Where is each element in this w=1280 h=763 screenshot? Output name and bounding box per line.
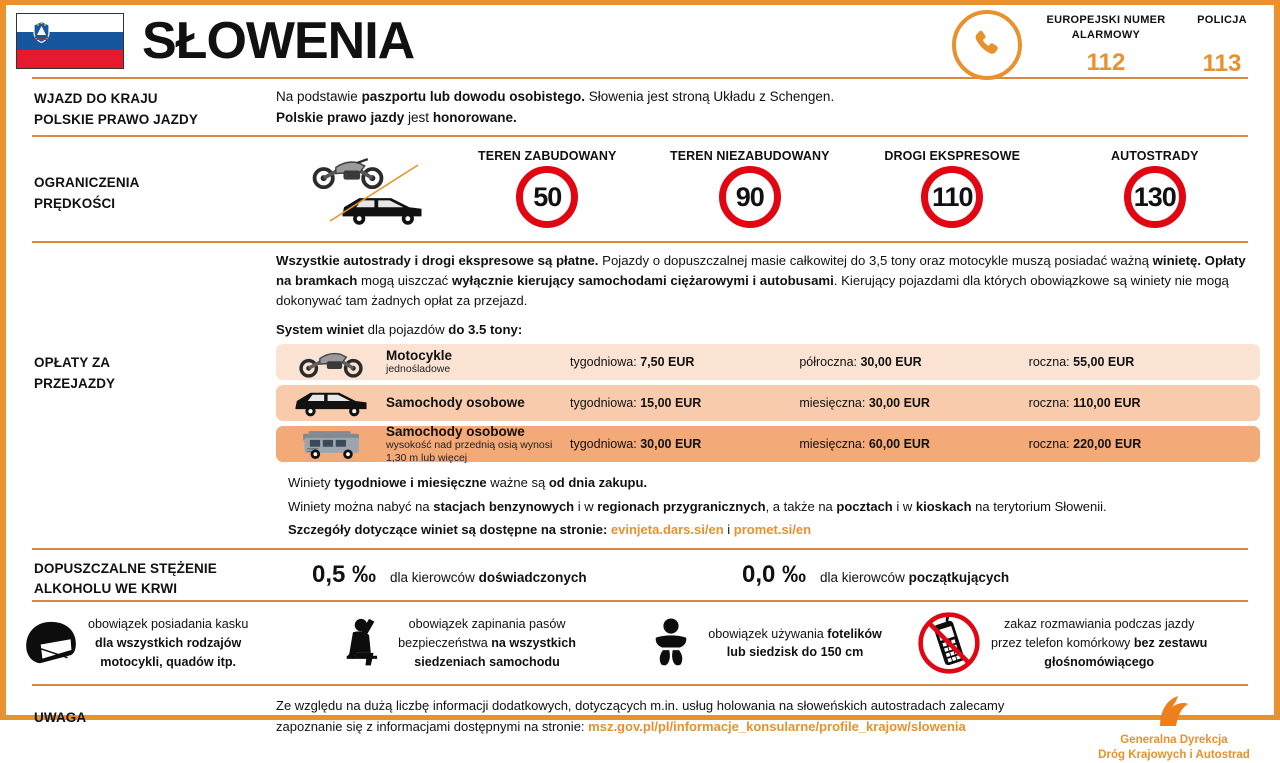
uwaga-line-1: Ze względu na dużą liczbę informacji dodatkowych, dotyczących m.in. usług holowania na słoweńskich autostradach zalecamy bbox=[276, 698, 1005, 714]
speed-limit-caption: TEREN ZABUDOWANY bbox=[478, 149, 617, 164]
alcohol-text: dla kierowców doświadczonych bbox=[390, 569, 587, 585]
vignette-row-van bbox=[276, 423, 1260, 464]
tolls-label-line1: OPŁATY ZA bbox=[34, 354, 111, 370]
entry-text bbox=[276, 79, 1256, 135]
vignette-link-promet[interactable]: promet.si/en bbox=[733, 522, 812, 538]
vignette-price: roczna: 55,00 EUR bbox=[1028, 355, 1135, 370]
vignette-prices bbox=[566, 396, 1254, 410]
vignette-icon bbox=[276, 346, 386, 378]
vignette-name bbox=[386, 424, 566, 464]
gddkia-logo bbox=[1074, 686, 1274, 763]
tolls-label bbox=[6, 243, 276, 548]
emergency-columns bbox=[1032, 7, 1264, 78]
speed-limit-item bbox=[851, 149, 1054, 228]
speed-limit-item bbox=[446, 149, 649, 228]
vignette-row-car bbox=[276, 385, 1260, 421]
vignette-icon bbox=[276, 427, 386, 461]
safety-icon bbox=[324, 618, 398, 668]
speed-limit-list bbox=[446, 149, 1256, 228]
alcohol-text: dla kierowców początkujących bbox=[820, 569, 1010, 585]
vignette-prices bbox=[566, 437, 1254, 451]
child-seat-icon bbox=[651, 618, 691, 668]
safety-line-3: motocykli, quadów itp. bbox=[100, 654, 237, 669]
page-title: SŁOWENIA bbox=[142, 12, 415, 70]
entry-label bbox=[6, 79, 276, 135]
safety-line-2: przez telefon komórkowy bez zestawu bbox=[991, 636, 1208, 651]
vignette-link-evinjeta[interactable]: evinjeta.dars.si/en bbox=[610, 522, 724, 538]
uwaga-label bbox=[6, 686, 276, 763]
entry-label-line2: POLSKIE PRAWO JAZDY bbox=[34, 111, 198, 127]
speed-section bbox=[6, 137, 1274, 241]
emergency-eu-number: 112 bbox=[1086, 48, 1126, 76]
vignette-name-main: Samochody osobowe bbox=[386, 395, 525, 411]
speed-limit-sign bbox=[719, 166, 781, 228]
speed-limit-item bbox=[649, 149, 852, 228]
motorcycle-icon bbox=[295, 346, 367, 378]
speed-limit-value: 90 bbox=[735, 181, 764, 212]
speed-limit-value: 50 bbox=[533, 181, 562, 212]
alcohol-label-line1: DOPUSZCZALNE STĘŻENIE bbox=[34, 560, 217, 576]
safety-text bbox=[991, 615, 1207, 671]
emergency-numbers bbox=[952, 7, 1264, 80]
uwaga-section bbox=[6, 686, 1274, 763]
tolls-body bbox=[276, 243, 1274, 548]
vignette-price: półroczna: 30,00 EUR bbox=[799, 355, 922, 370]
safety-line-1: zakaz rozmawiania podczas jazdy bbox=[1003, 617, 1195, 632]
safety-icon bbox=[14, 620, 88, 666]
speed-row bbox=[276, 137, 1256, 241]
vignette-table bbox=[276, 344, 1260, 462]
vignette-note-2: Winiety można nabyć na stacjach benzynowych i w regionach przygranicznych, a także na pocztach i w kioskach na terytorium Słowenii. bbox=[288, 498, 1107, 514]
slovenia-flag-icon bbox=[16, 13, 124, 69]
speed-limit-sign bbox=[1124, 166, 1186, 228]
logo-line-2: Dróg Krajowych i Autostrad bbox=[1098, 749, 1250, 762]
safety-item-no-phone bbox=[907, 611, 1266, 675]
tolls-paragraph: Wszystkie autostrady i drogi ekspresowe są płatne. Pojazdy o dopuszczalnej masie całkowitej do 3,5 tony oraz motocykle muszą posiadać ważną winietę. Opłaty na bramkach mogą uiszczać wyłącznie kierujący samochodami ciężarowymi i autobusami. Kierujący pojazdami dla których obowiązkowe są winiety nie mogą dokonywać tam żadnych opłat za przejazd. bbox=[276, 252, 1246, 308]
alcohol-value: 0,5 ‰ bbox=[312, 560, 377, 588]
slovenia-coat-of-arms-icon bbox=[33, 21, 50, 43]
safety-line-1: obowiązek posiadania kasku bbox=[88, 617, 249, 632]
safety-item-helmet bbox=[14, 615, 324, 671]
speed-label bbox=[6, 137, 276, 241]
safety-icon bbox=[634, 618, 708, 668]
alcohol-row bbox=[312, 550, 1256, 600]
vignette-icon bbox=[276, 387, 386, 419]
speed-limit-value: 110 bbox=[931, 181, 973, 212]
flag-band-red bbox=[17, 50, 123, 68]
alcohol-value: 0,0 ‰ bbox=[742, 560, 807, 588]
diagonal-separator-icon bbox=[318, 151, 433, 227]
speed-limit-item bbox=[1054, 149, 1257, 228]
vignette-price: miesięczna: 60,00 EUR bbox=[799, 437, 930, 452]
vignette-notes bbox=[276, 467, 1260, 540]
speed-limit-caption: TEREN NIEZABUDOWANY bbox=[669, 149, 830, 164]
vignette-name bbox=[386, 348, 566, 376]
safety-text bbox=[398, 615, 576, 671]
entry-line-2: Polskie prawo jazdy jest honorowane. bbox=[276, 109, 517, 125]
emergency-police bbox=[1180, 13, 1264, 78]
speed-label-line1: OGRANICZENIA bbox=[34, 174, 140, 190]
safety-line-1: obowiązek używania fotelików bbox=[708, 626, 882, 641]
vignette-name bbox=[386, 395, 566, 410]
vignette-name-main: Samochody osobowe bbox=[386, 423, 525, 439]
police-number: 113 bbox=[1202, 49, 1242, 77]
helmet-icon bbox=[23, 620, 79, 666]
alcohol-section bbox=[6, 550, 1274, 601]
entry-label-line1: WJAZD DO KRAJU bbox=[34, 91, 158, 106]
van-icon bbox=[293, 427, 369, 461]
safety-line-1: obowiązek zapinania pasów bbox=[408, 617, 566, 632]
vignette-price: tygodniowa: 30,00 EUR bbox=[570, 437, 702, 452]
vignette-name-sub: jednośladowe bbox=[386, 363, 451, 376]
gddkia-eagle-icon bbox=[1154, 694, 1194, 728]
safety-line-2: dla wszystkich rodzajów bbox=[95, 636, 242, 651]
seatbelt-icon bbox=[338, 618, 384, 668]
uwaga-link-msz[interactable]: msz.gov.pl/pl/informacje_konsularne/profile_krajow/slowenia bbox=[588, 718, 966, 734]
speed-label-line2: PRĘDKOŚCI bbox=[34, 195, 116, 211]
entry-body bbox=[276, 79, 1274, 135]
alcohol-item-novice bbox=[742, 561, 1009, 589]
uwaga-line-2: zapoznanie się z informacjami dostępnymi na stronie: msz.gov.pl/pl/informacje_konsularne/profile_krajow/slowenia bbox=[276, 718, 966, 734]
speed-vehicle-icons bbox=[276, 149, 446, 229]
tolls-label-line2: PRZEJAZDY bbox=[34, 375, 116, 391]
alcohol-item-experienced bbox=[312, 561, 742, 589]
safety-text bbox=[708, 625, 882, 662]
vignette-price: miesięczna: 30,00 EUR bbox=[799, 396, 930, 411]
speed-limit-sign bbox=[516, 166, 578, 228]
vignette-system-heading: System winiet dla pojazdów do 3.5 tony: bbox=[276, 322, 523, 338]
safety-line-3: głośnomówiącego bbox=[1044, 654, 1155, 669]
logo-line-1: Generalna Dyrekcja bbox=[1120, 734, 1228, 747]
vignette-name-main: Motocykle bbox=[386, 348, 453, 364]
police-label: POLICJA bbox=[1197, 14, 1247, 26]
vignette-note-1: Winiety tygodniowe i miesięczne ważne są od dnia zakupu. bbox=[288, 475, 648, 491]
alcohol-label-line2: ALKOHOLU WE KRWI bbox=[34, 581, 178, 597]
phone-icon bbox=[952, 10, 1022, 80]
vignette-prices bbox=[566, 355, 1254, 369]
uwaga-label-text: UWAGA bbox=[34, 710, 87, 726]
vignette-note-3: Szczegóły dotyczące winiet są dostępne na stronie: evinjeta.dars.si/en i promet.si/en bbox=[288, 522, 812, 538]
speed-limit-caption: AUTOSTRADY bbox=[1110, 149, 1199, 164]
safety-item-seatbelt bbox=[324, 615, 634, 671]
tolls-section bbox=[6, 243, 1274, 548]
emergency-eu-label-line1: EUROPEJSKI NUMER bbox=[1046, 14, 1166, 26]
vignette-price: roczna: 220,00 EUR bbox=[1028, 437, 1142, 452]
entry-section bbox=[6, 79, 1274, 135]
speed-limit-sign bbox=[921, 166, 983, 228]
speed-limit-caption: DROGI EKSPRESOWE bbox=[884, 149, 1021, 164]
speed-limit-value: 130 bbox=[1133, 181, 1176, 212]
safety-icon bbox=[907, 611, 991, 675]
uwaga-body bbox=[276, 686, 1074, 763]
no-mobile-phone-icon bbox=[917, 611, 981, 675]
phone-handset-icon bbox=[970, 28, 1004, 62]
safety-line-2: bezpieczeństwa na wszystkich bbox=[398, 636, 576, 651]
safety-line-2: lub siedzisk do 150 cm bbox=[726, 645, 864, 660]
vignette-price: roczna: 110,00 EUR bbox=[1028, 396, 1141, 411]
vignette-row-motorcycle bbox=[276, 344, 1260, 380]
alcohol-label bbox=[6, 550, 276, 601]
car-icon bbox=[290, 387, 372, 419]
speed-body bbox=[276, 137, 1274, 241]
vignette-price: tygodniowa: 7,50 EUR bbox=[570, 355, 695, 370]
vignette-name-sub: wysokość nad przednią osią wynosi 1,30 m lub więcej bbox=[386, 439, 553, 464]
safety-item-child-seat bbox=[634, 618, 907, 668]
safety-section bbox=[6, 602, 1274, 684]
vignette-price: tygodniowa: 15,00 EUR bbox=[570, 396, 702, 411]
alcohol-body bbox=[276, 550, 1274, 601]
safety-text bbox=[88, 615, 248, 671]
entry-line-1: Na podstawie paszportu lub dowodu osobistego. Słowenia jest stroną Układu z Schengen. bbox=[276, 89, 835, 104]
safety-line-3: siedzeniach samochodu bbox=[414, 654, 560, 669]
emergency-eu-label-line2: ALARMOWY bbox=[1071, 28, 1141, 41]
emergency-eu bbox=[1032, 13, 1180, 77]
header bbox=[6, 5, 1274, 77]
